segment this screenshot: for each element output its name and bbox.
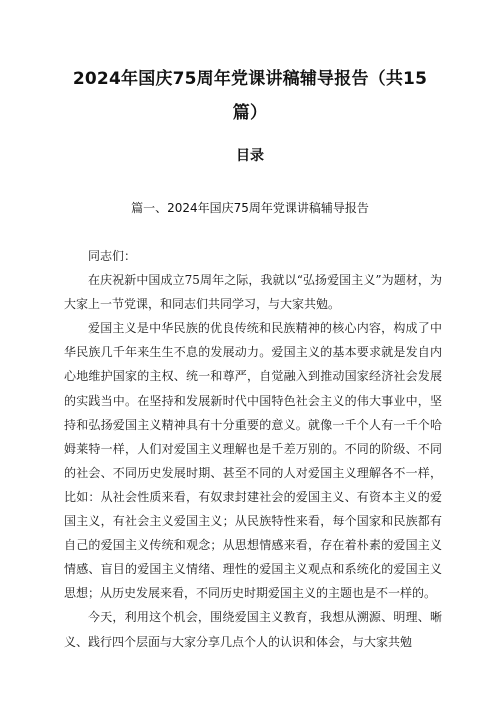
body-paragraph: 今天，利用这个机会，围绕爱国主义教育，我想从溯源、明理、晰义、践行四个层面与大家分享几点个人的认识和体会，与大家共勉 (64, 610, 442, 649)
document-body (64, 244, 442, 654)
document-title-line-2: 篇） (232, 103, 268, 123)
document-title (60, 62, 440, 130)
toc-entry-1[interactable]: 篇一、2024年国庆75周年党课讲稿辅导报告 (131, 201, 369, 215)
greeting-paragraph: 同志们： (88, 249, 137, 263)
body-paragraph: 爱国主义是中华民族的优良传统和民族精神的核心内容，构成了中华民族几千年来生生不息的发展动力。爱国主义的基本要求就是发自内心地维护国家的主权、统一和尊严，自觉融入到推动国家经济社会发展的实践当中。在坚持和发展新时代中国特色社会主义的伟大事业中，坚持和弘扬爱国主义精神具有十分重要的意义。就像一千个人有一千个哈姆莱特一样，人们对爱国主义理解也是千差万别的。不同的阶级、不同的社会、不同历史发展时期、甚至不同的人对爱国主义理解各不一样，比如：从社会性质来看，有奴隶封建社会的爱国主义、有资本主义的爱国主义，有社会主义爱国主义；从民族特性来看，每个国家和民族都有自己的爱国主义传统和观念；从思想情感来看，存在着朴素的爱国主义情感、盲目的爱国主义情绪、理性的爱国主义观点和系统化的爱国主义思想；从历史发展来看，不同历史时期爱国主义的主题也是不一样的。 (64, 321, 442, 601)
toc-heading: 目录 (236, 148, 264, 164)
body-paragraph: 在庆祝新中国成立75周年之际，我就以“弘扬爱国主义”为题材，为大家上一节党课，和同志们共同学习，与大家共勉。 (64, 273, 442, 312)
document-title-line-1: 2024年国庆75周年党课讲稿辅导报告（共15 (72, 69, 428, 89)
